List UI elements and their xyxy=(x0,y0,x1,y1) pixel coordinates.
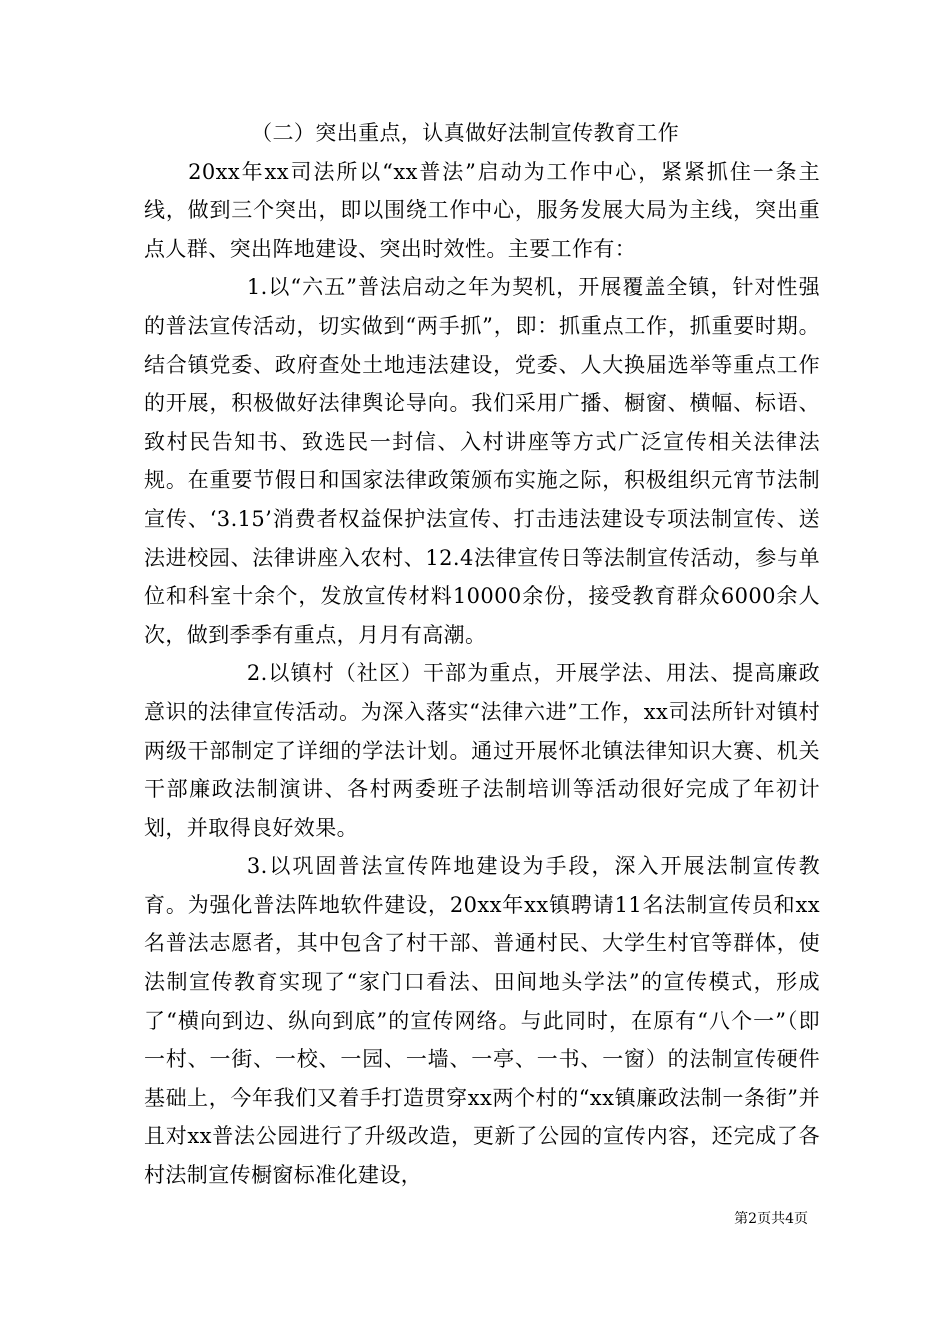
item-1-paragraph: 1.以“六五”普法启动之年为契机，开展覆盖全镇，针对性强的普法宣传活动，切实做到“两手抓”，即：抓重点工作，抓重要时期。结合镇党委、政府查处土地违法建设，党委、人大换届选举等重点工作的开展，积极做好法律舆论导向。我们采用广播、橱窗、横幅、标语、致村民告知书、致选民一封信、入村讲座等方式广泛宣传相关法律法规。在重要节假日和国家法律政策颁布实施之际，积极组织元宵节法制宣传、‘3.15’消费者权益保护法宣传、打击违法建设专项法制宣传、送法进校园、法律讲座入农村、12.4法律宣传日等法制宣传活动，参与单位和科室十余个，发放宣传材料10000余份，接受教育群众6000余人次，做到季季有重点，月月有高潮。 xyxy=(144,275,820,647)
page-number: 第2页共4页 xyxy=(734,1211,808,1227)
intro-paragraph: 20xx年xx司法所以“xx普法”启动为工作中心，紧紧抓住一条主线，做到三个突出，即以围绕工作中心，服务发展大局为主线，突出重点人群、突出阵地建设、突出时效性。主要工作有： xyxy=(144,159,820,261)
document-body xyxy=(144,114,820,1195)
section-heading: （二）突出重点，认真做好法制宣传教育工作 xyxy=(251,121,680,145)
item-2-paragraph: 2.以镇村（社区）干部为重点，开展学法、用法、提高廉政意识的法律宣传活动。为深入落实“法律六进”工作，xx司法所针对镇村两级干部制定了详细的学法计划。通过开展怀北镇法律知识大赛、机关干部廉政法制演讲、各村两委班子法制培训等活动很好完成了年初计划，并取得良好效果。 xyxy=(144,661,820,840)
item-3-paragraph: 3.以巩固普法宣传阵地建设为手段，深入开展法制宣传教育。为强化普法阵地软件建设，20xx年xx镇聘请11名法制宣传员和xx名普法志愿者，其中包含了村干部、普通村民、大学生村官等群体，使法制宣传教育实现了“家门口看法、田间地头学法”的宣传模式，形成了“横向到边、纵向到底”的宣传网络。与此同时，在原有“八个一”（即一村、一街、一校、一园、一墙、一亭、一书、一窗）的法制宣传硬件基础上，今年我们又着手打造贯穿xx两个村的“xx镇廉政法制一条街”并且对xx普法公园进行了升级改造，更新了公园的宣传内容，还完成了各村法制宣传橱窗标准化建设， xyxy=(144,854,820,1188)
